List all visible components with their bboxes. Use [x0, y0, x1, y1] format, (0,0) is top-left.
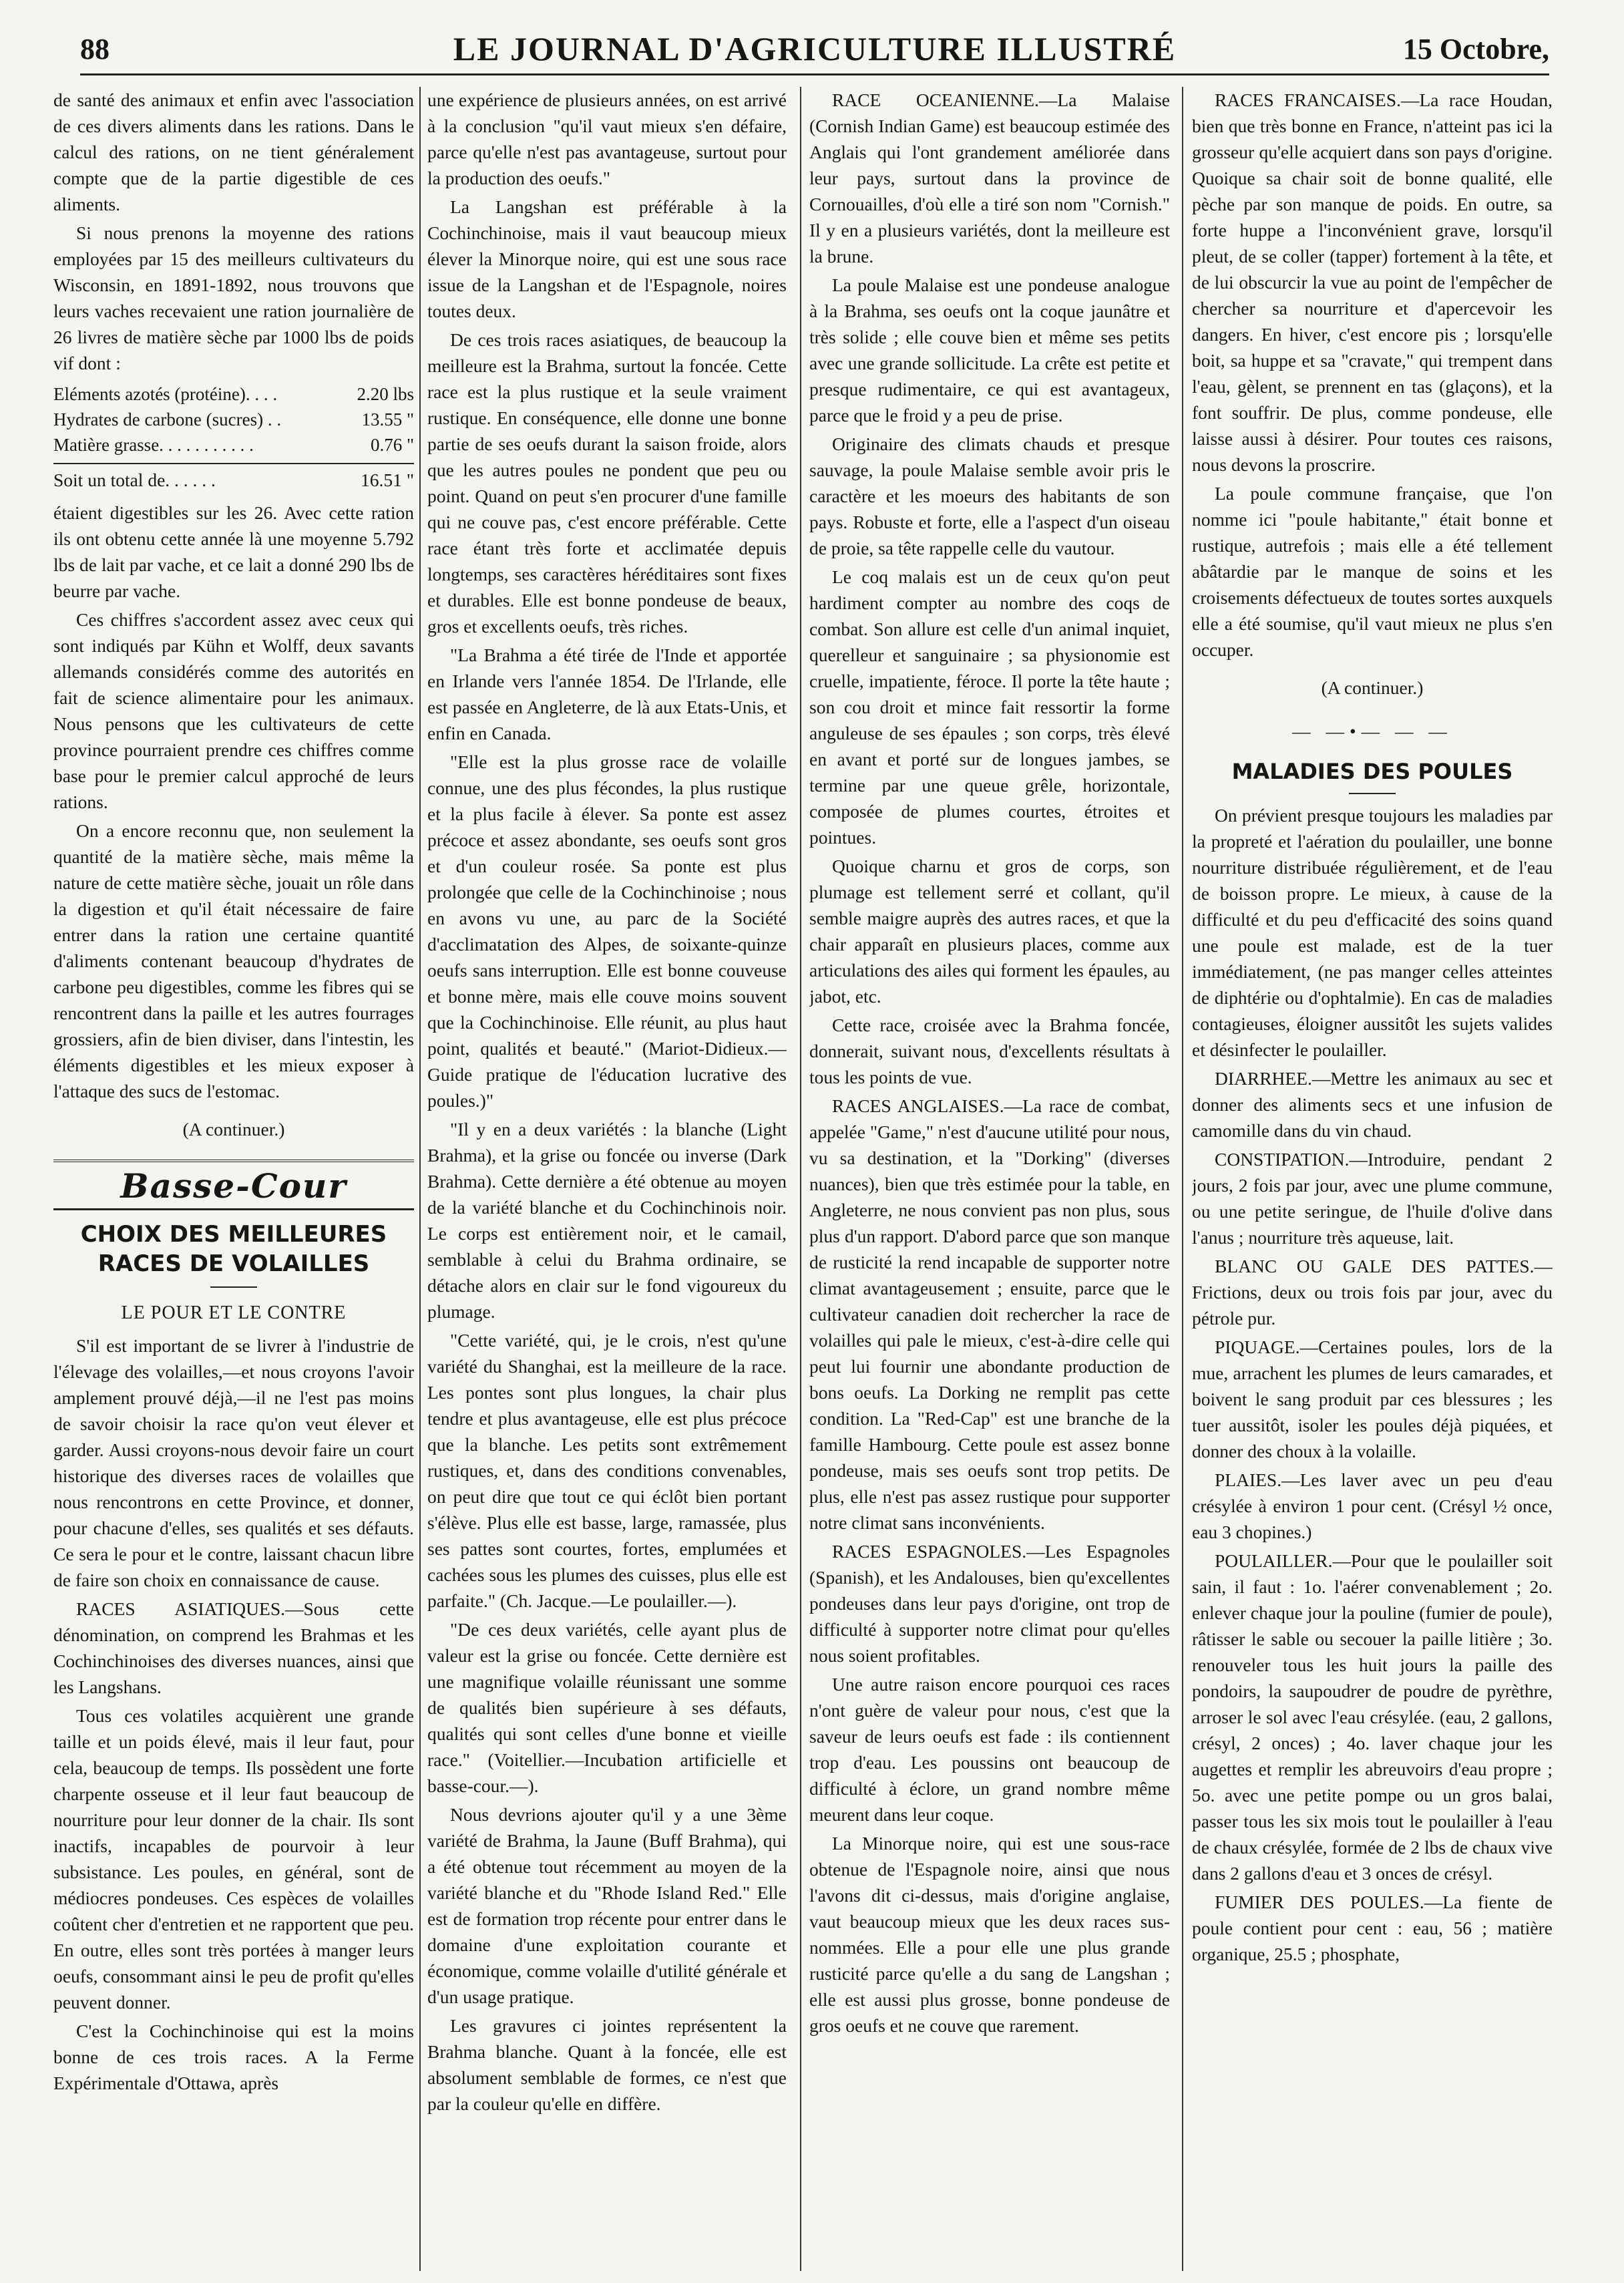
- paragraph: "De ces deux variétés, celle ayant plus de valeur est la grise ou foncée. Cette dernière est une magnifique volaille réunissant une somme de qualités bien supérieure à ses défauts, qualités qui sont celles d'une bonne et vieille race." (Voitellier.—Incubation artificielle et basse-cour.—).: [427, 1619, 787, 1796]
- section-title: MALADIES DES POULES: [1231, 759, 1513, 784]
- column-rule: [800, 87, 801, 2271]
- column-3: [809, 87, 1170, 2271]
- paragraph: RACES FRANCAISES.—La race Houdan, bien que très bonne en France, n'atteint pas ici la grosseur qu'elle acquiert dans son pays d'origine. Quoique sa chair soit de bonne qualité, elle pèche par son manque de poids. En outre, sa forte huppe a l'inconvénient grave, lorsqu'il pleut, de se coller (tapper) fortement à la tête, et de lui obscurcir la vue au point de l'empêcher de chercher sa nourriture et d'apercevoir les dangers. En hiver, c'est encore pis ; lorsqu'elle boit, sa huppe et sa "cravate," qui trempent dans l'eau, gèlent, se prennent en tas (glaçons), et la font souffrir. De plus, comme pondeuse, elle laisse aussi à désirer. Pour toutes ces raisons, nous devons la proscrire.: [1192, 90, 1553, 475]
- paragraph: La Langshan est préférable à la Cochinchinoise, mais il vaut beaucoup mieux élever la Minorque noire, qui est une sous race issue de la Langshan et de l'Espagnole, noires toutes deux.: [427, 196, 787, 321]
- total-label: Soit un total de. . . . . .: [53, 470, 216, 490]
- paragraph: S'il est important de se livrer à l'industrie de l'élevage des volailles,—et nous croyons l'avoir amplement prouvé déjà,—il ne l'est pas moins de savoir choisir la race qu'on veut élever et garder. Aussi croyons-nous devoir faire un court historique des diverses races de volailles que nous rencontrons en cette Province, et donner, pour chacune d'elles, ses qualités et ses défauts. Ce sera le pour et le contre, laissant chacun libre de faire son choix en connaissance de cause.: [53, 1335, 414, 1590]
- paragraph: CONSTIPATION.—Introduire, pendant 2 jours, 2 fois par jour, avec une plume commune, ou une petite seringue, de l'huile d'olive dans l'anus ; nourriture très aqueuse, lait.: [1192, 1149, 1553, 1248]
- paragraph: Une autre raison encore pourquoi ces races n'ont guère de valeur pour nous, c'est que la saveur de leurs oeufs est fade : ils contiennent trop d'eau. Les poussins ont beaucoup de difficulté à éclore, un grand nombre même meurent dans leur coque.: [809, 1674, 1170, 1825]
- table-row: [53, 432, 414, 458]
- paragraph: Si nous prenons la moyenne des rations employées par 15 des meilleurs cultivateurs du Wisconsin, en 1891-1892, nous trouvons que leurs vaches recevaient une ration journalière de 26 livres de matière sèche par 1000 lbs de poids vif dont :: [53, 222, 414, 373]
- to-be-continued: (A continuer.): [182, 1119, 285, 1139]
- column-rule: [419, 87, 421, 2271]
- section-title: Basse-Cour: [53, 1160, 414, 1199]
- paragraph: RACES ANGLAISES.—La race de combat, appelée "Game," n'est d'aucune utilité pour nous, vu sa destination, et la "Dorking" (diverses nuances), bien que très estimée pour la table, en Angleterre, ne nous convient pas non plus, sous plus d'un rapport. D'abord parce que son manque de rusticité la rend incapable de supporter notre climat avantageusement ; ensuite, parce que le cultivateur canadien doit rechercher la race de volailles qui pale le mieux, c'est-à-dire celle qui peut lui fournir une abondante production de bons oeufs. La Dorking ne remplit pas cette condition. La "Red-Cap" est une branche de la famille Hambourg. Cette poule est assez bonne pondeuse, mais ses oeufs sont trop petits. De plus, elle n'est pas assez rustique pour supporter notre climat sans inconvénients.: [809, 1095, 1170, 1533]
- paragraph: BLANC OU GALE DES PATTES.—Frictions, deux ou trois fois par jour, avec du pétrole pur.: [1192, 1256, 1553, 1329]
- paragraph: RACES ESPAGNOLES.—Les Espagnoles (Spanish), et les Andalouses, bien qu'excellentes pondeuses dans leur pays d'origine, ont trop de difficulté à supporter notre climat pour qu'elles nous soient profitables.: [809, 1541, 1170, 1666]
- column-4: [1192, 87, 1553, 2271]
- table-row: [53, 381, 414, 407]
- column-1: [53, 87, 414, 2271]
- table-row: [53, 407, 414, 432]
- paragraph: La poule Malaise est une pondeuse analogue à la Brahma, ses oeufs ont la coque jaunâtre et très solide ; elle couve bien et même ses petits avec une grande sollicitude. La crête est petite et presque rudimentaire, ce qui est avantageux, parce que le froid y a peu de prise.: [809, 275, 1170, 425]
- paragraph: Le coq malais est un de ceux qu'on peut hardiment compter au nombre des coqs de combat. Son allure est celle d'un animal inquiet, querelleur et sanguinaire ; sa physionomie est cruelle, impatiente, féroce. Il porte la tête haute ; son cou droit et mince fait ressortir la forme anguleuse de ses épaules ; son corps, très élevé en avant et porté sur de longues jambes, se termine par une queue grêle, horizontale, composée de plumes courtes, étroites et pointues.: [809, 566, 1170, 848]
- page-header: [80, 27, 1549, 75]
- paragraph: Tous ces volatiles acquièrent une grande taille et un poids élevé, mais il leur faut, pour cela, beaucoup de temps. Ils possèdent une forte charpente osseuse et il leur faut beaucoup de nourriture pour leur donner de la chair. Ils sont inactifs, incapables de pourvoir à leur subsistance. Les poules, en général, sont de médiocres pondeuses. Ces espèces de volailles coûtent cher d'entretien et ne rapportent que peu. En outre, elles sont très portées à manger leurs oeufs, consommant ainsi le peu de profit qu'elles peuvent donner.: [53, 1705, 414, 2012]
- paragraph: Les gravures ci jointes représentent la Brahma blanche. Quant à la foncée, elle est absolument semblable de formes, ce n'est que par la couleur qu'elle en diffère.: [427, 2015, 787, 2114]
- paragraph: RACE OCEANIENNE.—La Malaise (Cornish Indian Game) est beaucoup estimée des Anglais qui l'ont grandement améliorée dans leur pays, surtout dans la province de Cornouailles, d'où elle a tiré son nom "Cornish." Il y en a plusieurs variétés, dont la meilleure est la brune.: [809, 90, 1170, 267]
- ration-table: [53, 381, 414, 458]
- paragraph: Ces chiffres s'accordent assez avec ceux qui sont indiqués par Kühn et Wolff, deux savants allemands considérés comme des autorités en fait de science alimentaire pour les animaux. Nous pensons que les cultivateurs de cette province pourraient prendre ces chiffres comme base pour le premier calcul approché de leurs rations.: [53, 609, 414, 812]
- article-title: CHOIX DES MEILLEURES RACES DE VOLAILLES: [53, 1208, 414, 1278]
- paragraph: de santé des animaux et enfin avec l'association de ces divers aliments dans les rations. Dans le calcul des rations, on ne tient généralement compte que de la partie digestible de ces aliments.: [53, 90, 414, 214]
- paragraph: "Cette variété, qui, je le crois, n'est qu'une variété du Shanghai, est la meilleure de la race. Les pontes sont plus longues, la chair plus tendre et plus avantageuse, elle est plus précoce que la blanche. Les petits sont extrêmement rustiques, et, dans des conditions convenables, on peut dire que tout ce qui éclôt bien portant s'élève. Plus elle est basse, large, ramassée, plus ses pattes sont courtes, fortes, emplumées et cachées sous les plumes des cuisses, plus elle est parfaite." (Ch. Jacque.—Le poulailler.—).: [427, 1330, 787, 1611]
- ration-label: Matière grasse. . . . . . . . . . .: [53, 435, 254, 455]
- article-subtitle: LE POUR ET LE CONTRE: [121, 1302, 347, 1323]
- paragraph: Originaire des climats chauds et presque sauvage, la poule Malaise semble avoir pris le caractère et les moeurs des habitants de son pays. Robuste et forte, elle a l'aspect d'un oiseau de proie, sa tête rappelle celle du vautour.: [809, 433, 1170, 558]
- paragraph: une expérience de plusieurs années, on est arrivé à la conclusion "qu'il vaut mieux s'en défaire, parce qu'elle n'est pas avantageuse, surtout pour la production des oeufs.": [427, 90, 787, 188]
- paragraph: POULAILLER.—Pour que le poulailler soit sain, il faut : 1o. l'aérer convenablement ; 2o. enlever chaque jour la pouline (fumier de poule), râtisser le sable ou secouer la paille litière ; 3o. renouveler tous les huit jours la paille des pondoirs, la saupoudrer de poudre de pyrèthre, arroser le sol avec l'eau crésylée. (eau, 2 gallons, crésyl, 2 onces) ; 4o. laver chaque jour les augettes et remplir les abreuvoirs d'eau propre ; 5o. avec une petite pompe ou un gros balai, passer tous les six mois tout le poulailler à l'eau de chaux crésylée, formée de 2 lbs de chaux vive dans 2 gallons d'eau et 3 onces de crésyl.: [1192, 1550, 1553, 1884]
- paragraph: étaient digestibles sur les 26. Avec cette ration ils ont obtenu cette année là une moyenne 5.792 lbs de lait par vache, et ce lait a donné 290 lbs de beurre par vache.: [53, 502, 414, 601]
- journal-title: LE JOURNAL D'AGRICULTURE ILLUSTRÉ: [453, 30, 1177, 67]
- paragraph: RACES ASIATIQUES.—Sous cette dénomination, on comprend les Brahmas et les Cochinchinoises des diverses nuances, ainsi que les Langshans.: [53, 1598, 414, 1697]
- paragraph: C'est la Cochinchinoise qui est la moins bonne de ces trois races. A la Ferme Expérimentale d'Ottawa, après: [53, 2021, 414, 2093]
- total-value: 16.51 ": [361, 470, 414, 490]
- ration-value: 2.20 lbs: [357, 384, 414, 404]
- to-be-continued: (A continuer.): [1321, 677, 1424, 698]
- paragraph: La poule commune française, que l'on nomme ici "poule habitante," était bonne et rustique, autrefois ; mais elle a été tellement abâtardie par le manque de soins et les croisements défectueux de toutes sortes auxquels elle a été soumise, qu'il vaut mieux ne plus s'en occuper.: [1192, 483, 1553, 660]
- paragraph: Cette race, croisée avec la Brahma foncée, donnerait, suivant nous, d'excellents résultats à tous les points de vue.: [809, 1015, 1170, 1087]
- ration-label: Eléments azotés (protéine). . . .: [53, 384, 278, 404]
- paragraph: DIARRHEE.—Mettre les animaux au sec et donner des aliments secs et une infusion de camomille dans du vin chaud.: [1192, 1068, 1553, 1141]
- paragraph: "Elle est la plus grosse race de volaille connue, une des plus fécondes, la plus rustique et la plus facile à élever. Sa ponte est assez précoce et assez abondante, ses oeufs sont gros et d'un couleur rosée. Sa ponte est plus prolongée que celle de la Cochinchinoise ; nous en avons vu une, au parc de la Société d'acclimatation des Alpes, de soixante-quinze oeufs sans interruption. Elle est bonne couveuse et bonne mère, mais elle couve moins souvent que la Cochinchinoise. Elle réunit, au plus haut point, qualités et beauté." (Mariot-Didieux.—Guide pratique de l'éducation lucrative des poules.)": [427, 751, 787, 1111]
- ration-value: 0.76 ": [370, 435, 414, 455]
- divider: [210, 1286, 257, 1288]
- divider: [1349, 793, 1396, 794]
- issue-date: 15 Octobre,: [1402, 33, 1549, 65]
- ration-label: Hydrates de carbone (sucres) . .: [53, 409, 282, 429]
- ration-value: 13.55 ": [361, 409, 414, 429]
- page-number: 88: [80, 33, 110, 65]
- ration-total: [53, 463, 414, 493]
- paragraph: "La Brahma a été tirée de l'Inde et apportée en Irlande vers l'année 1854. De l'Irlande, elle est passée en Angleterre, de là aux Etats-Unis, et enfin en Canada.: [427, 645, 787, 743]
- paragraph: "Il y en a deux variétés : la blanche (Light Brahma), et la grise ou foncée ou inverse (Dark Brahma). Cette dernière a été obtenue au moyen de la variété blanche et du Cochinchinois noir. Le corps est entièrement noir, et le camail, semblable à celui du Brahma ordinaire, se détache alors en clair sur le fond vigoureux du plumage.: [427, 1119, 787, 1322]
- paragraph: On prévient presque toujours les maladies par la propreté et l'aération du poulailler, une bonne nourriture distribuée régulièrement, et de l'eau de boisson propre. Le mieux, à cause de la difficulté et du peu d'efficacité des soins quand une poule est malade, est de la tuer immédiatement, (ne pas manger celles atteintes de diphtérie ou d'ophtalmie). En cas de maladies contagieuses, éloigner aussitôt les sujets valides et désinfecter le poulailler.: [1192, 805, 1553, 1060]
- divider: — —•— — —: [1292, 721, 1452, 741]
- paragraph: Quoique charnu et gros de corps, son plumage est tellement serré et collant, qu'il semble maigre auprès des autres races, et que la chair apparaît en plusieurs places, comme aux articulations des ailes qui forment les épaules, au jabot, etc.: [809, 856, 1170, 1007]
- paragraph: FUMIER DES POULES.—La fiente de poule contient pour cent : eau, 56 ; matière organique, 25.5 ; phosphate,: [1192, 1892, 1553, 1964]
- paragraph: On a encore reconnu que, non seulement la quantité de la matière sèche, mais même la nature de cette matière sèche, jouait un rôle dans la digestion et qu'il était nécessaire de faire entrer dans la ration une certaine quantité d'aliments contenant beaucoup d'hydrates de carbone peu digestibles, comme les fibres qui se rencontrent dans la paille et les autres fourrages grossiers, afin de bien diviser, dans l'intestin, les éléments digestibles et les mieux exposer à l'attaque des sucs de l'estomac.: [53, 820, 414, 1101]
- paragraph: De ces trois races asiatiques, de beaucoup la meilleure est la Brahma, surtout la foncée. Cette race est la plus rustique et la seule vraiment rustique. En conséquence, elle donne une bonne partie de ses oeufs durant la saison froide, alors que les autres poules ne pondent que peu ou point. Quand on peut s'en procurer d'une famille qui ne couve pas, c'est encore préférable. Cette race étant très forte et acclimatée depuis longtemps, ses caractères héréditaires sont fixes et durables. Elle est bonne pondeuse de beaux, gros et excellents oeufs, très riches.: [427, 329, 787, 637]
- column-2: [427, 87, 787, 2271]
- paragraph: PLAIES.—Les laver avec un peu d'eau crésylée à environ 1 pour cent. (Crésyl ½ once, eau 3 chopines.): [1192, 1469, 1553, 1542]
- paragraph: PIQUAGE.—Certaines poules, lors de la mue, arrachent les plumes de leurs camarades, et boivent le sang produit par ces blessures ; les tuer aussitôt, isoler les poules déjà piquées, et donner des choux à la volaille.: [1192, 1337, 1553, 1461]
- paragraph: Nous devrions ajouter qu'il y a une 3ème variété de Brahma, la Jaune (Buff Brahma), qui a été obtenue tout récemment au moyen de la variété blanche et du "Rhode Island Red." Elle est de formation trop récente pour entrer dans le domaine d'une exploitation courante et économique, comme volaille d'utilité générale et d'un usage pratique.: [427, 1804, 787, 2007]
- paragraph: La Minorque noire, qui est une sous-race obtenue de l'Espagnole noire, ainsi que nous l'avons dit ci-dessus, mais d'origine anglaise, vaut beaucoup mieux que les deux races sus-nommées. Elle a pour elle une plus grande rusticité parce qu'elle a du sang de Langshan ; elle est aussi plus grosse, bonne pondeuse de gros oeufs et ne couve que rarement.: [809, 1833, 1170, 2036]
- column-rule: [1182, 87, 1183, 2271]
